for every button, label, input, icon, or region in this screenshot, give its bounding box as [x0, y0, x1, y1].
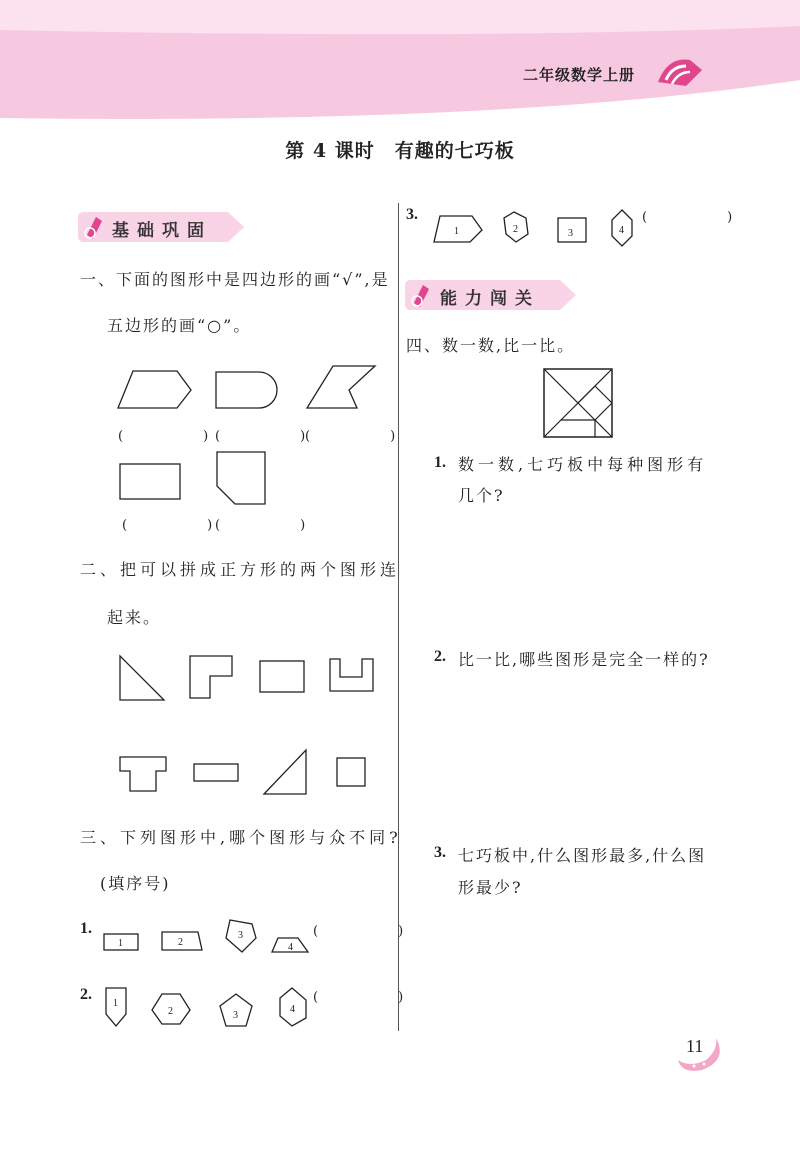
- q3-line1: 三、下列图形中,哪个图形与众不同?: [80, 828, 402, 847]
- q3-item1-blank[interactable]: ( ): [313, 924, 422, 939]
- q2-shape-l-shape[interactable]: [188, 654, 238, 704]
- q1-answer-blank-4[interactable]: ( ): [122, 518, 231, 533]
- svg-text:1: 1: [113, 998, 118, 1009]
- q1-shape-rectangle: [118, 462, 183, 502]
- section-basic-title: 基础巩固: [112, 221, 212, 241]
- q4-sub3-number: 3.: [434, 844, 446, 861]
- page-number: 11: [686, 1036, 704, 1056]
- q1-line2: 五边形的画“○”。: [107, 316, 252, 335]
- q4-sub2-number: 2.: [434, 648, 446, 665]
- q2-line2: 起来。: [107, 608, 162, 627]
- q3-item2-blank[interactable]: ( ): [313, 990, 422, 1005]
- pencil-icon: [409, 281, 435, 309]
- q4-sub2-text: 比一比,哪些图形是完全一样的?: [458, 650, 710, 669]
- q4-sub3-line1: 七巧板中,什么图形最多,什么图: [458, 846, 707, 865]
- svg-text:2: 2: [513, 224, 518, 235]
- svg-text:3: 3: [568, 228, 573, 239]
- q4-sub1-line2: 几个?: [458, 486, 505, 505]
- q3-item3-number: 3.: [406, 206, 418, 223]
- column-divider: [398, 203, 399, 1031]
- brand-logo-icon: [650, 52, 710, 92]
- q1-shape-cut-square: [215, 450, 270, 508]
- svg-text:1: 1: [118, 938, 123, 949]
- q3-item3-shapes: [430, 208, 640, 248]
- q3-item2-number: 2.: [80, 986, 92, 1003]
- q2-shape-u-shape[interactable]: [328, 657, 378, 697]
- q2-shape-rectangle[interactable]: [258, 659, 308, 699]
- section-ability-title: 能力闯关: [440, 289, 540, 309]
- q4-sub3-line2: 形最少?: [458, 878, 523, 897]
- grade-label: 二年级数学上册: [523, 66, 636, 84]
- svg-text:3: 3: [238, 930, 243, 941]
- q1-shape-rounded: [214, 370, 284, 420]
- tangram-figure: [543, 368, 615, 440]
- q3-item3-blank[interactable]: ( ): [642, 210, 751, 225]
- svg-text:1: 1: [454, 226, 459, 237]
- q2-shape-bar[interactable]: [192, 762, 242, 787]
- q3-line2: (填序号): [100, 874, 171, 893]
- pencil-icon: [82, 213, 108, 241]
- q3-item1-number: 1.: [80, 920, 92, 937]
- svg-text:4: 4: [619, 225, 624, 236]
- svg-text:2: 2: [178, 937, 183, 948]
- q1-answer-blank-5[interactable]: ( ): [215, 518, 324, 533]
- q1-answer-blank-1[interactable]: ( ): [118, 429, 227, 444]
- q3-item1-shapes: [102, 916, 312, 956]
- svg-text:2: 2: [168, 1006, 173, 1017]
- svg-text:4: 4: [290, 1004, 295, 1015]
- lesson-title: 第 4 课时 有趣的七巧板: [285, 140, 515, 162]
- q1-shape-irregular: [305, 364, 380, 414]
- svg-text:4: 4: [288, 942, 293, 953]
- q1-shape-pentagon: [115, 368, 195, 418]
- q2-shape-triangle[interactable]: [118, 654, 173, 704]
- q4-heading: 四、数一数,比一比。: [406, 336, 576, 355]
- q2-shape-square[interactable]: [335, 756, 370, 791]
- q1-answer-blank-2[interactable]: ( ): [215, 429, 324, 444]
- q4-sub1-number: 1.: [434, 454, 446, 471]
- q2-shape-t-shape[interactable]: [118, 755, 173, 800]
- q2-line1: 二、把可以拼成正方形的两个图形连: [80, 560, 401, 579]
- q1-answer-blank-3[interactable]: ( ): [305, 429, 414, 444]
- svg-text:3: 3: [233, 1010, 238, 1021]
- q1-line1: 一、下面的图形中是四边形的画“√”,是: [80, 270, 390, 289]
- q4-sub1-line1: 数一数,七巧板中每种图形有: [458, 455, 708, 474]
- q2-shape-right-triangle[interactable]: [262, 748, 312, 798]
- q3-item2-shapes: [102, 984, 322, 1034]
